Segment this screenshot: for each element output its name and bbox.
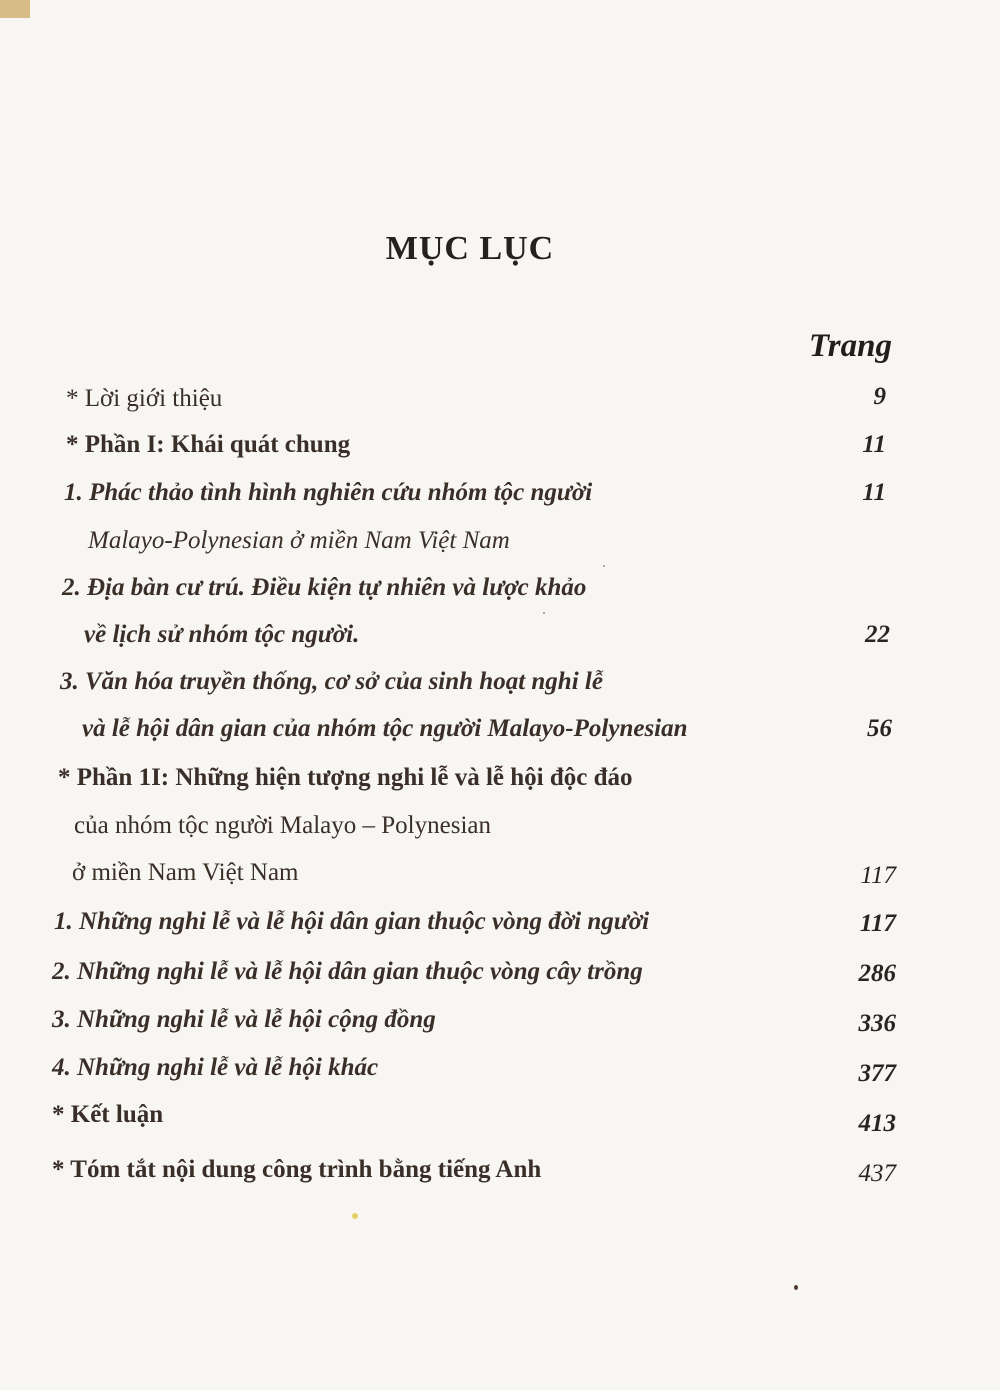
toc-entry-2-1: 1. Những nghi lễ và lễ hội dân gian thuộc vòng đời người <box>54 908 650 935</box>
toc-entry-part-1: * Phần I: Khái quát chung <box>66 431 351 458</box>
toc-page-number: 286 <box>858 960 896 987</box>
toc-page-number: 11 <box>862 479 886 506</box>
toc-entry-1-3-cont: và lễ hội dân gian của nhóm tộc người Malayo-Polynesian <box>82 715 688 742</box>
paper-speck <box>352 1213 358 1219</box>
toc-page-number: 117 <box>860 862 896 889</box>
paper-speck <box>543 612 545 614</box>
toc-entry-part-2-cont: của nhóm tộc người Malayo – Polynesian <box>74 812 491 839</box>
page-title: MỤC LỤC <box>385 230 555 267</box>
toc-entry-2-3: 3. Những nghi lễ và lễ hội cộng đồng <box>52 1006 436 1033</box>
toc-entry-1-1: 1. Phác thảo tình hình nghiên cứu nhóm tộc người <box>64 479 593 506</box>
toc-page-number: 377 <box>858 1060 896 1087</box>
toc-page-number: 117 <box>859 910 896 937</box>
toc-page-number: 336 <box>858 1010 896 1037</box>
toc-page-number: 9 <box>873 383 886 410</box>
toc-entry-2-4: 4. Những nghi lễ và lễ hội khác <box>52 1054 379 1081</box>
toc-page-number: 413 <box>858 1110 896 1137</box>
page-column-header: Trang <box>808 328 892 364</box>
toc-page-number: 22 <box>865 621 890 648</box>
toc-entry-part-2: * Phần 1I: Những hiện tượng nghi lễ và lễ hội độc đáo <box>58 764 633 791</box>
toc-entry-summary: * Tóm tắt nội dung công trình bằng tiếng Anh <box>52 1156 542 1183</box>
toc-entry-1-1-cont: Malayo-Polynesian ở miền Nam Việt Nam <box>88 527 510 554</box>
toc-page-number: 56 <box>867 715 892 742</box>
corner-tab <box>0 0 30 18</box>
toc-entry-2-2: 2. Những nghi lễ và lễ hội dân gian thuộc vòng cây trồng <box>52 958 643 985</box>
toc-entry-intro: * Lời giới thiệu <box>66 385 223 412</box>
toc-entry-conclusion: * Kết luận <box>52 1101 164 1128</box>
toc-entry-1-2: 2. Địa bàn cư trú. Điều kiện tự nhiên và lược khảo <box>62 574 587 601</box>
toc-page-number: 11 <box>862 431 886 458</box>
paper-speck <box>794 1285 798 1290</box>
toc-page-number: 437 <box>858 1160 896 1187</box>
toc-entry-1-2-cont: về lịch sử nhóm tộc người. <box>84 621 360 648</box>
paper-speck <box>603 565 605 567</box>
toc-entry-part-2-cont2: ở miền Nam Việt Nam <box>72 859 299 886</box>
toc-entry-1-3: 3. Văn hóa truyền thống, cơ sở của sinh hoạt nghi lễ <box>60 668 603 695</box>
